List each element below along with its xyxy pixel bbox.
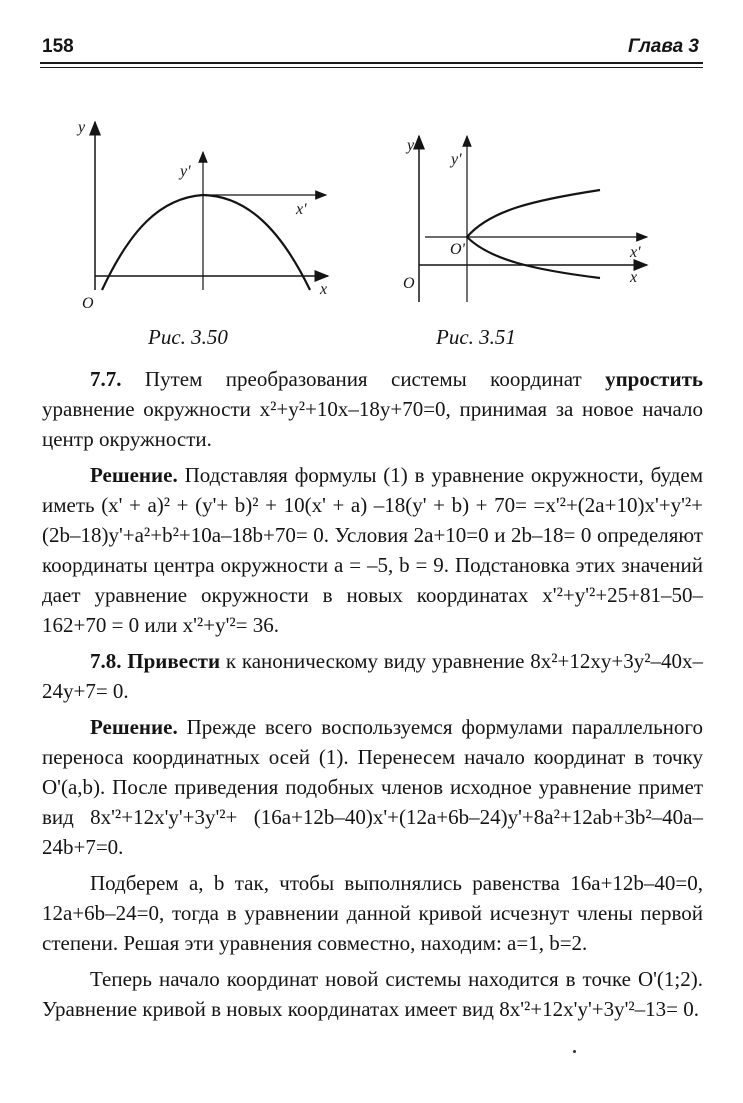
solution-continuation-2: Теперь начало координат новой системы находится в точке O'(1;2). Уравнение кривой в новых координатах имеет вид 8x'²+12x'y'+3y'²–13= 0. [42,967,703,1021]
label-y-prime: y' [180,163,191,180]
problem-7-8-statement [42,646,703,706]
label-y: y [78,119,86,136]
figure-3-50-caption: Рис. 3.50 [148,325,228,349]
chapter-title: Глава 3 [628,36,699,57]
label-origin: O [82,295,94,312]
problem-number: 7.8. [90,649,122,673]
solution-continuation-1: Подберем a, b так, чтобы выполнялись равенства 16a+12b–40=0, 12a+6b–24=0, тогда в уравнении данной кривой исчезнут члены первой степени. Решая эти уравнения совместно, находим: a=1, b=2. [42,871,703,955]
header-rule-thin [40,67,703,68]
header-rule [40,62,703,64]
label-origin: O [403,275,415,292]
label-x-prime: x' [296,201,307,218]
problem-number: 7.7. [90,367,122,391]
page-header [40,34,703,64]
label-origin-prime: O' [450,241,465,258]
problem-lead: Путем преобразования системы координат [144,367,582,391]
label-x-prime: x' [630,244,641,261]
figure-3-50-drawing [70,110,350,330]
figure-3-51-caption: Рис. 3.51 [436,325,516,349]
solution-text: Прежде всего воспользуемся формулами параллельного переноса координатных осей (1). Перенесем начало координат в точку O'(a,b). После приведения подобных членов исходное уравнение примет вид 8x'²+12x'y'+3y'²+ (16a+12b–40)x'+(12a+6b–24)y'+8a²+12ab+3b²–40a–24b+7=0. [42,715,704,859]
problem-verb: Привести [127,649,221,673]
label-y-prime: y' [451,151,462,168]
figure-3-51-drawing [385,120,665,320]
problem-7-7-solution [42,460,703,640]
figure-3-51 [385,120,665,320]
problem-7-8-solution [42,712,703,862]
solution-label: Решение. [90,715,178,739]
problem-verb: упростить [605,367,703,391]
page-number: 158 [42,36,74,57]
page-speck [573,1050,576,1053]
solution-text: Подставляя формулы (1) в уравнение окружности, будем иметь (x' + a)² + (y'+ b)² + 10(x' + a) –18(y' + b) + 70= =x'²+(2a+10)x'+y'²+(2b–18)y'+a²+b²+10a–18b+70= 0. Условия 2a+10=0 и 2b–18= 0 определяют координаты центра окружности a = –5, b = 9. Подстановка этих значений дает уравнение окружности в новых координатах x'²+y'²+25+81–50–162+70 = 0 или x'²+y'²= 36. [42,463,704,637]
label-x: x [320,281,328,298]
problem-statement-tail: к каноническому виду уравнение 8x²+12xy+3y²–40x–24y+7= 0. [42,649,704,703]
problem-7-7-statement [42,364,703,454]
problem-statement-tail: уравнение окружности x²+y²+10x–18y+70=0, принимая за новое начало центр окружности. [42,397,703,451]
figure-3-50 [70,110,350,330]
label-y: y [407,137,415,154]
label-x: x [630,269,638,286]
solution-label: Решение. [90,463,178,487]
page-content [42,364,703,1024]
